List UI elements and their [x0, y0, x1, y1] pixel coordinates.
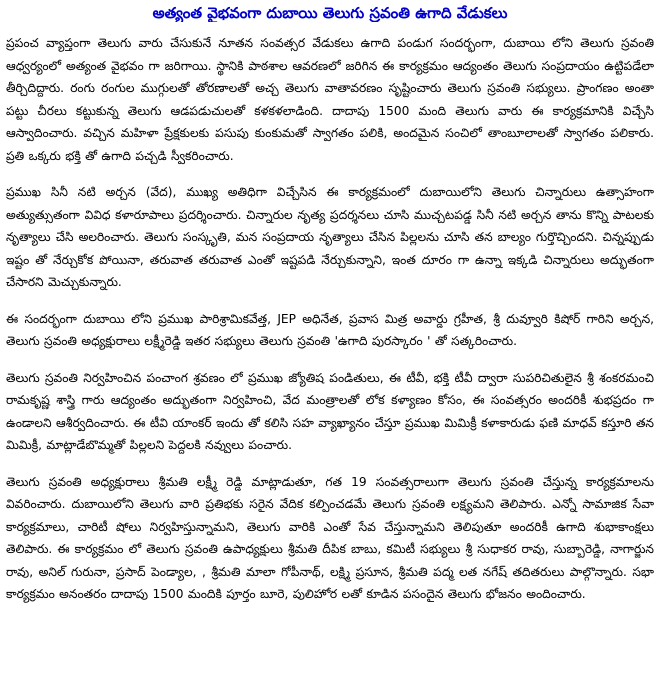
article-paragraph-3: ఈ సందర్భంగా దుబాయి లోని ప్రముఖ పారిశ్రామికవేత్త, JEP అధినేత, ప్రవాస మిత్ర అవార్డు గ్రహీత, శ్రీ దువ్వూరి కిషోర్ గారిని అర్చన, తెలుగు స్రవంతి అధ్యక్షురాలు లక్ష్మీరెడ్డి ఇతర సభ్యులు తెలుగు స్రవంతి 'ఉగాది పురస్కారం ' తో సత్కరించారు.: [6, 311, 654, 348]
article-paragraph-1: ప్రపంచ వ్యాప్తంగా తెలుగు వారు చేసుకునే నూతన సంవత్సర వేడుకలు ఉగాది పండుగ సందర్భంగా, దుబాయి లోని తెలుగు స్రవంతి ఆధ్వర్యంలో అత్యంత వైభవం గా జరిగాయి. స్థానికి పాఠశాల ఆవరణలో జరిగిన ఈ కార్యక్రమం ఆద్యంతం తెలుగు సంప్రదాయం ఉట్టిపడేలా తీర్చిదిద్దారు. రంగు రంగుల ముగ్గులతో తోరణాలతో అచ్చ తెలుగు వాతావరణం సృష్టించారు తెలుగు స్రవంతి సభ్యులు. ప్రాంగణం అంతా పట్టు చీరలు కట్టుకున్న తెలుగు ఆడపడుచులతో కళకళలాడింది. దాదాపు 1500 మంది తెలుగు వారు ఈ కార్యక్రమానికి విచ్చేసి ఆస్వాదించారు. వచ్చిన మహిళా ప్రేక్షకులకు పసుపు కుంకుమతో స్వాగతం పలికి, అందమైన సంచిలో తాంబూలాలతో స్వాగతం పలికారు. ప్రతి ఒక్కరు భక్తి తో ఉగాది పచ్చడి స్వీకరించారు.: [6, 36, 654, 163]
article-paragraph-5: తెలుగు స్రవంతి అధ్యక్షురాలు శ్రీమతి లక్ష్మీ రెడ్డి మాట్లాడుతూ, గత 19 సంవత్సరాలుగా తెలుగు స్రవంతి చేస్తున్న కార్యక్రమాలను వివరించారు. దుబాయిలోని తెలుగు వారి ప్రతిభకు సరైన వేదిక కల్పించడమే తెలుగు స్రవంతి లక్ష్యమని తెలిపారు. ఎన్నో సామాజిక సేవా కార్యక్రమాలు, చారిటీ షోలు నిర్వహిస్తున్నామని, తెలుగు వారికి ఎంతో సేవ చేస్తున్నామని తెలిపుతూ అందరికీ ఉగాది శుభాకాంక్షలు తెలిపారు. ఈ కార్యక్రమం లో తెలుగు స్రవంతి ఉపాధ్యక్షులు శ్రీమతి దీపిక బాబు, కమిటీ సభ్యులు శ్రీ సుధాకర రావు, సుబ్బారెడ్డి, నాగార్జున రావు, అనిల్ గురునా, ప్రసాద్ పెండ్యాల, , శ్రీమతి మాలా గోపీనాథ్, లక్ష్మి ప్రసూన, శ్రీమతి పద్మ లత నగేష్ తదితరులు పాల్గొన్నారు. సభా కార్యక్రమం అనంతరం దాదాపు 1500 మందికి పూర్తం బూరె, పులిహోర లతో కూడిన పసందైన తెలుగు భోజనం అందించారు.: [6, 474, 654, 601]
article-paragraph-4: తెలుగు స్రవంతి నిర్వహించిన పంచాంగ శ్రవణం లో ప్రముఖ జ్యోతిష పండితులు, ఈ టీవీ, భక్తి టీవీ ద్వారా సుపరిచితులైన శ్రీ శంకరమంచి రామకృష్ణ శాస్త్రి గారు ఆద్యంతం అద్భుతంగా నిర్వహించి, వేద మంత్రాలతో లోక కళ్యాణం కోసం, ఈ సంవత్సరం అందరికీ శుభప్రదం గా ఉండాలని ఆశీర్వదించారు. ఈ టీవి యాంకర్ ఇందు తో కలిసి సహ వ్యాఖ్యానం చేస్తూ ప్రముఖ మిమిక్రీ కళాకారుడు ఫణి మాధవ్ కస్తూరి తన మిమిక్రీ, మాట్లాడేబొమ్మతో పిల్లలని పెద్దలకి నవ్వులు పంచారు.: [6, 370, 654, 452]
article-paragraph-2: ప్రముఖ సినీ నటి అర్చన (వేద), ముఖ్య అతిధిగా విచ్చేసిన ఈ కార్యక్రమంలో దుబాయిలోని తెలుగు చిన్నారులు ఉత్సాహంగా అత్యుత్సుతంగా వివిధ కళారూపాలు ప్రదర్శించారు. చిన్నారుల నృత్య ప్రదర్శనలు చూసి ముచ్చటపడ్డ సినీ నటి అర్చన తాను కొన్ని పాటలకు నృత్యాలు చేసి అలరించారు. తెలుగు సంస్కృతి, మన సంప్రదాయ నృత్యాలు చేసిన పిల్లలను చూసి తన బాల్యం గుర్తొచ్చిందని. చిన్నప్పుడు ఇష్టం తో నేర్చుకోక పోయినా, తరువాత తరువాత ఎంతో ఇష్టపడి నేర్చుకున్నాని, ఇంత దూరం గా ఉన్నా ఇక్కడి చిన్నారులు అద్భుతంగా చేసారని మెచ్చుకున్నారు.: [6, 185, 654, 289]
article-headline: అత్యంత వైభవంగా దుబాయి తెలుగు స్రవంతి ఉగాది వేడుకలు: [152, 4, 508, 22]
